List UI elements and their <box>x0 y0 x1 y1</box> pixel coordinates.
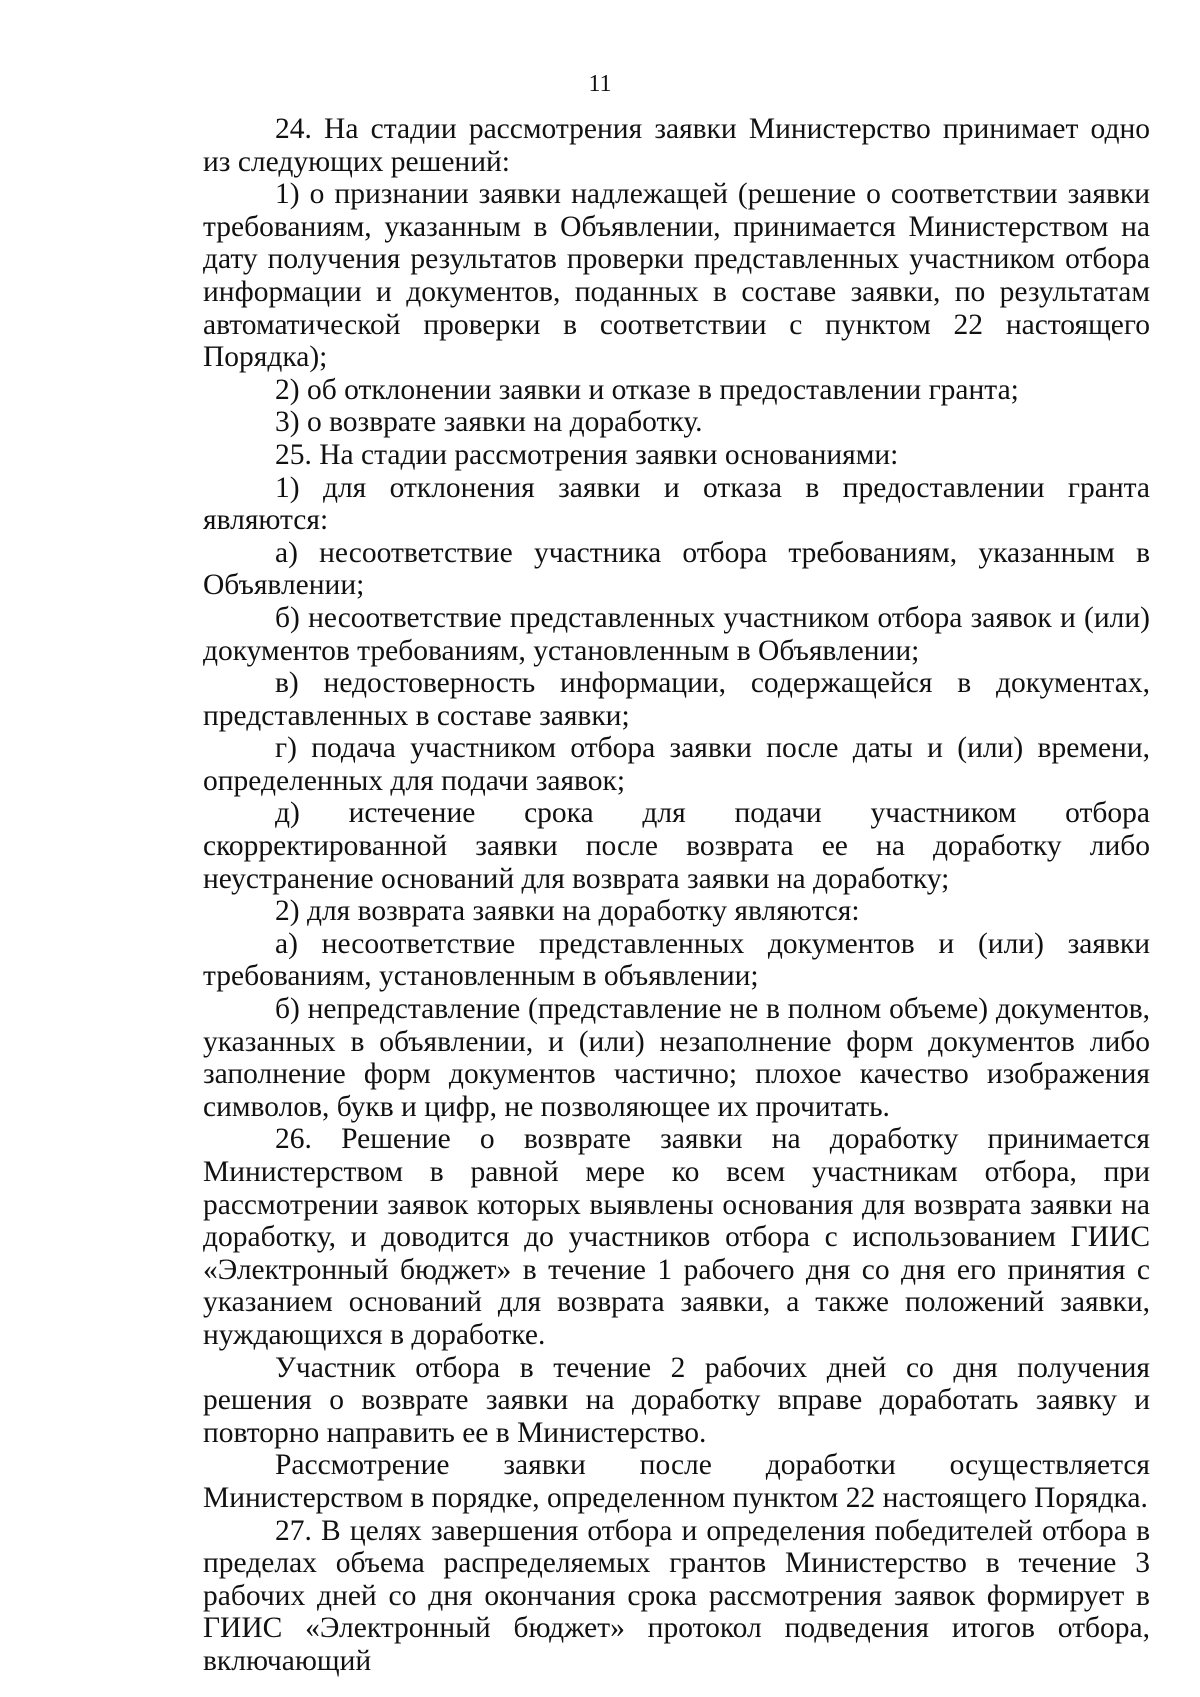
page-number: 11 <box>588 71 612 97</box>
paragraph-25-item-1-v: в) недостоверность информации, содержащейся в документах, представленных в составе заявки; <box>203 667 1150 732</box>
document-body <box>203 113 1150 1678</box>
paragraph-24-item-1: 1) о признании заявки надлежащей (решение о соответствии заявки требованиям, указанным в Объявлении, принимается Министерством на дату получения результатов проверки представленных участником отбора информации и документов, поданных в составе заявки, по результатам автоматической проверки в соответствии с пунктом 22 настоящего Порядка); <box>203 178 1150 374</box>
paragraph-24: 24. На стадии рассмотрения заявки Министерство принимает одно из следующих решений: <box>203 113 1150 178</box>
paragraph-24-item-3: 3) о возврате заявки на доработку. <box>275 406 703 439</box>
paragraph-25-item-1-g: г) подача участником отбора заявки после даты и (или) времени, определенных для подачи заявок; <box>203 732 1150 797</box>
paragraph-25-item-2-a: а) несоответствие представленных документов и (или) заявки требованиям, установленным в объявлении; <box>203 927 1150 993</box>
paragraph-25-item-1: 1) для отклонения заявки и отказа в предоставлении гранта являются: <box>203 471 1150 537</box>
paragraph-26-participant: Участник отбора в течение 2 рабочих дней со дня получения решения о возврате заявки на доработку вправе доработать заявку и повторно направить ее в Министерство. <box>203 1351 1150 1449</box>
paragraph-25-item-1-b: б) несоответствие представленных участником отбора заявок и (или) документов требованиям, установленным в Объявлении; <box>203 601 1150 667</box>
paragraph-25: 25. На стадии рассмотрения заявки основаниями: <box>275 438 899 471</box>
paragraph-25-item-2: 2) для возврата заявки на доработку являются: <box>275 895 860 928</box>
paragraph-25-item-1-d: д) истечение срока для подачи участником отбора скорректированной заявки после возврата ее на доработку либо неустранение оснований для возврата заявки на доработку; <box>203 797 1150 895</box>
paragraph-27: 27. В целях завершения отбора и определения победителей отбора в пределах объема распределяемых грантов Министерство в течение 3 рабочих дней со дня окончания срока рассмотрения заявок формирует в ГИИС «Электронный бюджет» протокол подведения итогов отбора, включающий <box>203 1514 1150 1677</box>
paragraph-26: 26. Решение о возврате заявки на доработку принимается Министерством в равной мере ко всем участникам отбора, при рассмотрении заявок которых выявлены основания для возврата заявки на доработку, и доводится до участников отбора с использованием ГИИС «Электронный бюджет» в течение 1 рабочего дня со дня его принятия с указанием оснований для возврата заявки, а также положений заявки, нуждающихся в доработке. <box>203 1123 1150 1351</box>
paragraph-26-review: Рассмотрение заявки после доработки осуществляется Министерством в порядке, определенном пунктом 22 настоящего Порядка. <box>203 1449 1150 1514</box>
paragraph-24-item-2: 2) об отклонении заявки и отказе в предоставлении гранта; <box>275 373 1019 406</box>
paragraph-25-item-2-b: б) непредставление (представление не в полном объеме) документов, указанных в объявлении, и (или) незаполнение форм документов либо заполнение форм документов частично; плохое качество изображения символов, букв и цифр, не позволяющее их прочитать. <box>203 993 1150 1123</box>
paragraph-25-item-1-a: а) несоответствие участника отбора требованиям, указанным в Объявлении; <box>203 536 1150 602</box>
